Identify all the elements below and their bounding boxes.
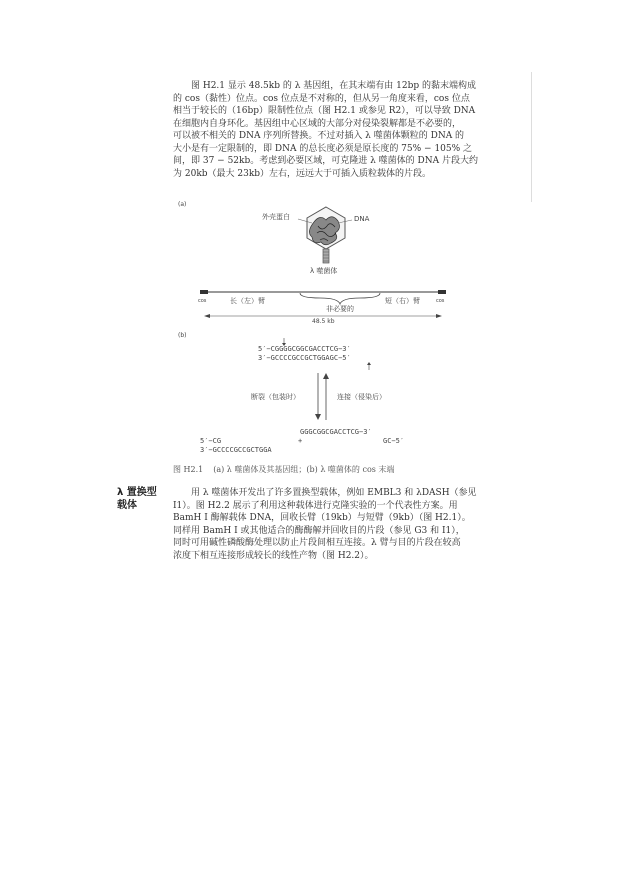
- cut-label: 断裂（包装时）: [251, 393, 300, 401]
- paragraph-line: 浓度下相互连接形成较长的线性产物（图 H2.2）。: [173, 550, 374, 561]
- coat-protein-label: 外壳蛋白: [262, 213, 290, 221]
- paragraph-line: I1）。图 H2.2 展示了利用这种载体进行克隆实验的一个代表性方案。用: [173, 500, 458, 511]
- nonessential-brace: [300, 293, 380, 304]
- left-end-top: 5′−CG: [200, 437, 222, 445]
- paragraph-line: 间，即 37 − 52kb。考虑到必要区域，可克隆进 λ 噬菌体的 DNA 片段大约: [173, 156, 478, 166]
- figure-caption: [173, 464, 533, 475]
- paragraph-2: [173, 487, 523, 562]
- cos-left-label: cos: [198, 298, 207, 304]
- paragraph-line: 图 H2.1 显示 48.5kb 的 λ 基因组，在其末端有由 12bp 的黏末端构成: [191, 81, 476, 91]
- phage-tail-icon: [323, 249, 329, 263]
- left-end-bottom: 3′−GCCCCGCCGCTGGA: [200, 446, 272, 454]
- cos-right-block: [438, 290, 446, 294]
- cos-sequence: [258, 338, 371, 370]
- paragraph-line: 为 20kb（最大 23kb）左右，远远大于可插入质粒载体的片段。: [173, 168, 432, 179]
- paragraph-line: 可以被不相关的 DNA 序列所替换。不过对插入 λ 噬菌体颗粒的 DNA 的: [173, 131, 465, 141]
- right-end-bottom: GC−5′: [383, 437, 405, 445]
- right-end-plus: +: [298, 437, 303, 445]
- phage-head-icon: [307, 207, 345, 249]
- caption-number: 图 H2.1: [173, 465, 204, 474]
- panel-a-label: (a): [178, 201, 187, 208]
- left-arm-label: 长（左）臂: [230, 297, 265, 305]
- cos-bottom-strand: 3′−GCCCCGCCGCTGGAGC−5′: [258, 354, 351, 362]
- cos-top-strand: 5′−CGGGGCGGCGACCTCG−3′: [258, 345, 351, 353]
- section-side-label: [117, 486, 167, 512]
- right-arm-label: 短（右）臂: [385, 297, 420, 305]
- nonessential-label: 非必要的: [326, 305, 354, 313]
- right-end-top: GGGCGGCGACCTCG−3′: [300, 428, 372, 436]
- cut-ligate-arrows: [251, 373, 386, 420]
- dna-label: DNA: [354, 215, 370, 223]
- paragraph-line: 在细胞内自身环化。基因组中心区域的大部分对侵染裂解都是不必要的，: [173, 118, 462, 129]
- genome-map: [198, 290, 446, 325]
- phage-label: λ 噬菌体: [310, 267, 338, 275]
- caption-text: (a) λ 噬菌体及其基因组；(b) λ 噬菌体的 cos 末端: [213, 465, 395, 474]
- section-label-line-2: 载体: [117, 500, 137, 511]
- cohesive-ends: [200, 428, 404, 454]
- ligate-label: 连接（侵染后）: [337, 393, 386, 401]
- paragraph-line: 同样用 BamH Ⅰ 或其他适合的酶酶解并回收目的片段（参见 G3 和 I1），: [173, 525, 465, 536]
- paragraph-line: 大小是有一定限制的，即 DNA 的总长度必须是原长度的 75% − 105% 之: [173, 143, 473, 154]
- panel-b-label: (b): [178, 332, 187, 339]
- section-label-line-1: λ 置换型: [117, 487, 157, 498]
- paragraph-line: 同时可用碱性磷酸酶处理以防止片段间相互连接。λ 臂与目的片段在较高: [173, 538, 461, 548]
- paragraph-line: 的 cos（黏性）位点。cos 位点是不对称的，但从另一角度来看，cos 位点: [173, 93, 470, 104]
- cos-left-block: [200, 290, 208, 294]
- paragraph-line: 相当于较长的（16bp）限制性位点（图 H2.1 或参见 R2），可以导致 DNA: [173, 106, 476, 116]
- paragraph-line: BamH Ⅰ 酶解载体 DNA，回收长臂（19kb）与短臂（9kb）（图 H2.1）。: [173, 513, 471, 523]
- cos-right-label: cos: [436, 298, 445, 304]
- paragraph-line: 用 λ 噬菌体开发出了许多置换型载体，例如 EMBL3 和 λDASH（参见: [191, 488, 477, 498]
- genome-length-label: 48.5 kb: [312, 318, 335, 325]
